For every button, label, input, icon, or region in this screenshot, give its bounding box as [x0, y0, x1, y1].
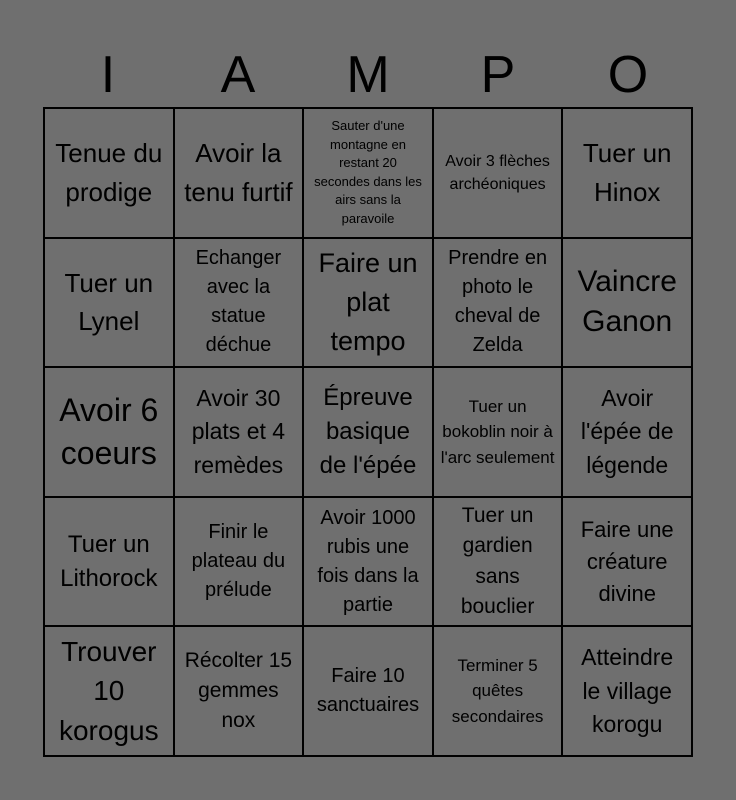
- bingo-cell-r4c2[interactable]: Finir le plateau du prélude: [174, 497, 304, 627]
- bingo-cell-r2c4[interactable]: Prendre en photo le cheval de Zelda: [433, 238, 563, 368]
- header-letter-p: P: [480, 46, 516, 104]
- bingo-cell-r3c4[interactable]: Tuer un bokoblin noir à l'arc seulement: [433, 367, 563, 497]
- bingo-cell-r1c4[interactable]: Avoir 3 flèches archéoniques: [433, 108, 563, 238]
- header-letter-m: M: [346, 46, 390, 104]
- bingo-header: [43, 44, 693, 106]
- bingo-cell-r2c3[interactable]: Faire un plat tempo: [303, 238, 433, 368]
- bingo-cell-r5c3[interactable]: Faire 10 sanctuaires: [303, 626, 433, 756]
- bingo-cell-r4c5[interactable]: Faire une créature divine: [562, 497, 692, 627]
- bingo-cell-r3c5[interactable]: Avoir l'épée de légende: [562, 367, 692, 497]
- bingo-board: [43, 107, 693, 757]
- header-letter-a: A: [220, 46, 256, 104]
- bingo-cell-r4c1[interactable]: Tuer un Lithorock: [44, 497, 174, 627]
- bingo-cell-r3c3[interactable]: Épreuve basique de l'épée: [303, 367, 433, 497]
- bingo-cell-r3c1[interactable]: Avoir 6 coeurs: [44, 367, 174, 497]
- header-letter-i: I: [100, 46, 116, 104]
- bingo-cell-r4c4[interactable]: Tuer un gardien sans bouclier: [433, 497, 563, 627]
- bingo-cell-r1c1[interactable]: Tenue du prodige: [44, 108, 174, 238]
- header-letter-o: O: [607, 46, 649, 104]
- bingo-cell-r1c5[interactable]: Tuer un Hinox: [562, 108, 692, 238]
- bingo-cell-r2c2[interactable]: Echanger avec la statue déchue: [174, 238, 304, 368]
- bingo-cell-r4c3[interactable]: Avoir 1000 rubis une fois dans la partie: [303, 497, 433, 627]
- bingo-cell-r5c1[interactable]: Trouver 10 korogus: [44, 626, 174, 756]
- bingo-cell-r2c1[interactable]: Tuer un Lynel: [44, 238, 174, 368]
- bingo-cell-r1c2[interactable]: Avoir la tenu furtif: [174, 108, 304, 238]
- bingo-cell-r5c2[interactable]: Récolter 15 gemmes nox: [174, 626, 304, 756]
- bingo-cell-r1c3[interactable]: Sauter d'une montagne en restant 20 secondes dans les airs sans la paravoile: [303, 108, 433, 238]
- bingo-cell-r5c4[interactable]: Terminer 5 quêtes secondaires: [433, 626, 563, 756]
- bingo-cell-r5c5[interactable]: Atteindre le village korogu: [562, 626, 692, 756]
- bingo-cell-r3c2[interactable]: Avoir 30 plats et 4 remèdes: [174, 367, 304, 497]
- bingo-cell-r2c5[interactable]: Vaincre Ganon: [562, 238, 692, 368]
